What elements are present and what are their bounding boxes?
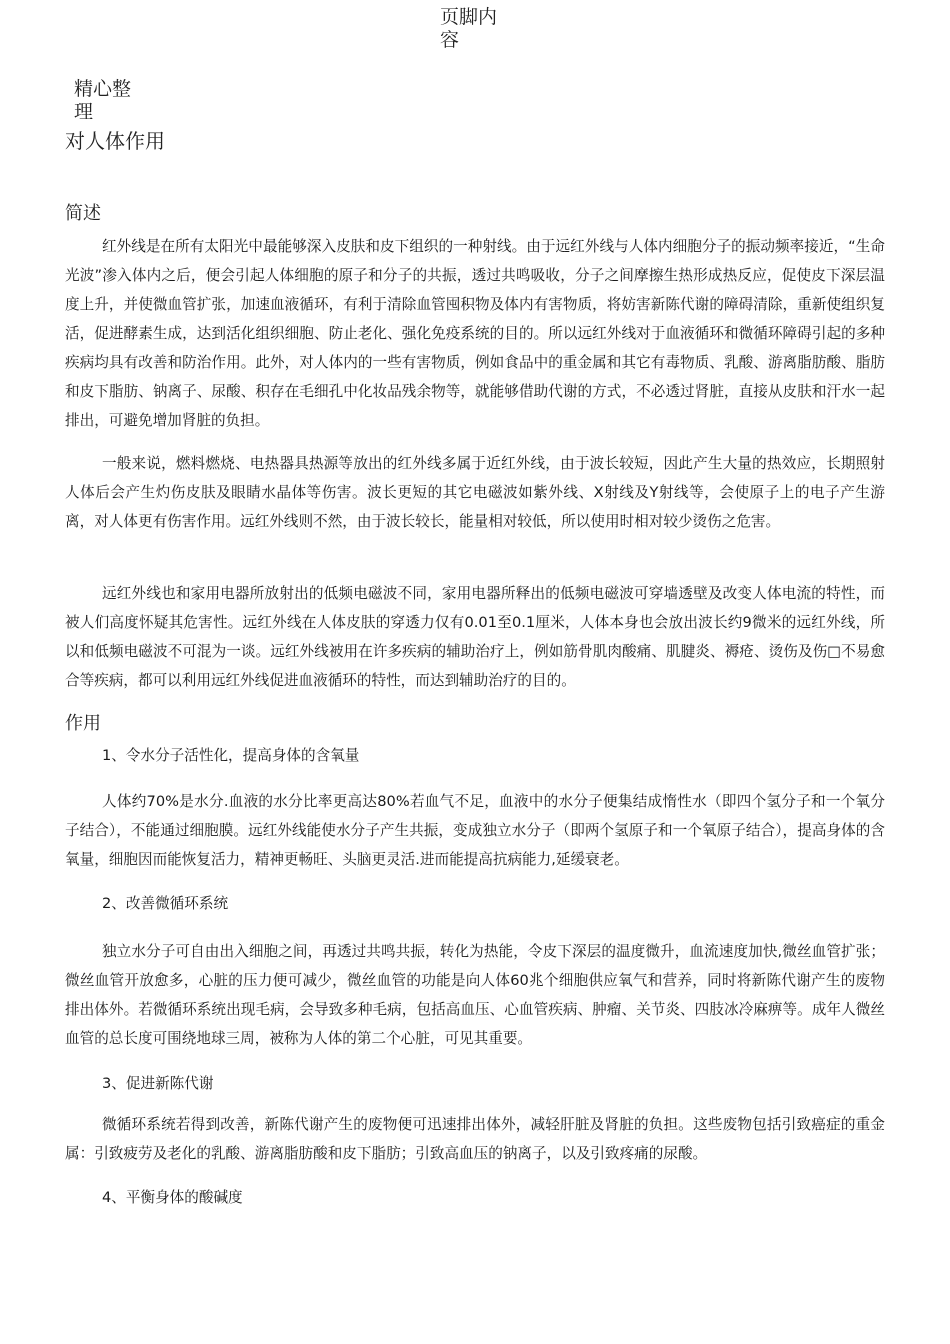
section-heading-overview: 简述 xyxy=(65,203,101,224)
effect-1-body: 人体约70%是水分.血液的水分比率更高达80%若血气不足，血液中的水分子便集结成惰性水（即四个氢分子和一个氧分子结合），不能通过细胞膜。远红外线能使水分子产生共振，变成独立水分子（即两个氢原子和一个氧原子结合），提高身体的含氧量，细胞因而能恢复活力，精神更畅旺、头脑更灵活.进而能提高抗病能力,延缓衰老。 xyxy=(65,793,885,868)
effect-1-title: 1、令水分子活性化，提高身体的含氧量 xyxy=(102,747,360,764)
page-footer-label: 页脚内容 xyxy=(440,6,498,51)
effect-3-title: 3、促进新陈代谢 xyxy=(102,1075,214,1092)
effect-4-title: 4、平衡身体的酸碱度 xyxy=(102,1189,243,1206)
effect-2-title: 2、改善微循环系统 xyxy=(102,895,229,912)
watermark-label: 精心整理 xyxy=(74,78,132,123)
effect-3-body: 微循环系统若得到改善，新陈代谢产生的废物便可迅速排出体外，减轻肝脏及肾脏的负担。这些废物包括引致癌症的重金属：引致疲劳及老化的乳酸、游离脂肪酸和皮下脂肪；引致高血压的钠离子，以及引致疼痛的尿酸。 xyxy=(65,1116,885,1162)
page-title: 对人体作用 xyxy=(65,129,165,153)
paragraph-intro-1: 红外线是在所有太阳光中最能够深入皮肤和皮下组织的一种射线。由于远红外线与人体内细胞分子的振动频率接近，“生命光波”渗入体内之后，便会引起人体细胞的原子和分子的共振，透过共鸣吸收，分子之间摩擦生热形成热反应，促使皮下深层温度上升，并使微血管扩张，加速血液循环，有利于清除血管囤积物及体内有害物质，将妨害新陈代谢的障碍清除，重新使组织复活，促进酵素生成，达到活化组织细胞、防止老化、强化免疫系统的目的。所以远红外线对于血液循环和微循环障碍引起的多种疾病均具有改善和防治作用。此外，对人体内的一些有害物质，例如食品中的重金属和其它有毒物质、乳酸、游离脂肪酸、脂肪和皮下脂肪、钠离子、尿酸、积存在毛细孔中化妆品残余物等，就能够借助代谢的方式，不必透过肾脏，直接从皮肤和汗水一起排出，可避免增加肾脏的负担。 xyxy=(65,238,885,429)
paragraph-intro-2: 一般来说，燃料燃烧、电热器具热源等放出的红外线多属于近红外线，由于波长较短，因此产生大量的热效应，长期照射人体后会产生灼伤皮肤及眼睛水晶体等伤害。波长更短的其它电磁波如紫外线、X射线及Y射线等，会使原子上的电子产生游离，对人体更有伤害作用。远红外线则不然，由于波长较长，能量相对较低，所以使用时相对较少烫伤之危害。 xyxy=(65,455,885,530)
section-heading-effects: 作用 xyxy=(65,713,101,734)
paragraph-intro-3: 远红外线也和家用电器所放射出的低频电磁波不同，家用电器所释出的低频电磁波可穿墙透壁及改变人体电流的特性，而被人们高度怀疑其危害性。远红外线在人体皮肤的穿透力仅有0.01至0.1厘米，人体本身也会放出波长约9微米的远红外线，所以和低频电磁波不可混为一谈。远红外线被用在许多疾病的辅助治疗上，例如筋骨肌肉酸痛、肌腱炎、褥疮、烫伤及伤□不易愈合等疾病，都可以利用远红外线促进血液循环的特性，而达到辅助治疗的目的。 xyxy=(65,585,885,689)
effect-2-body: 独立水分子可自由出入细胞之间，再透过共鸣共振，转化为热能，令皮下深层的温度微升，血流速度加快,微丝血管扩张；微丝血管开放愈多，心脏的压力便可减少，微丝血管的功能是向人体60兆个细胞供应氧气和营养，同时将新陈代谢产生的废物排出体外。若微循环系统出现毛病，会导致多种毛病，包括高血压、心血管疾病、肿瘤、关节炎、四肢冰冷麻痹等。成年人微丝血管的总长度可围绕地球三周，被称为人体的第二个心脏，可见其重要。 xyxy=(65,943,885,1047)
